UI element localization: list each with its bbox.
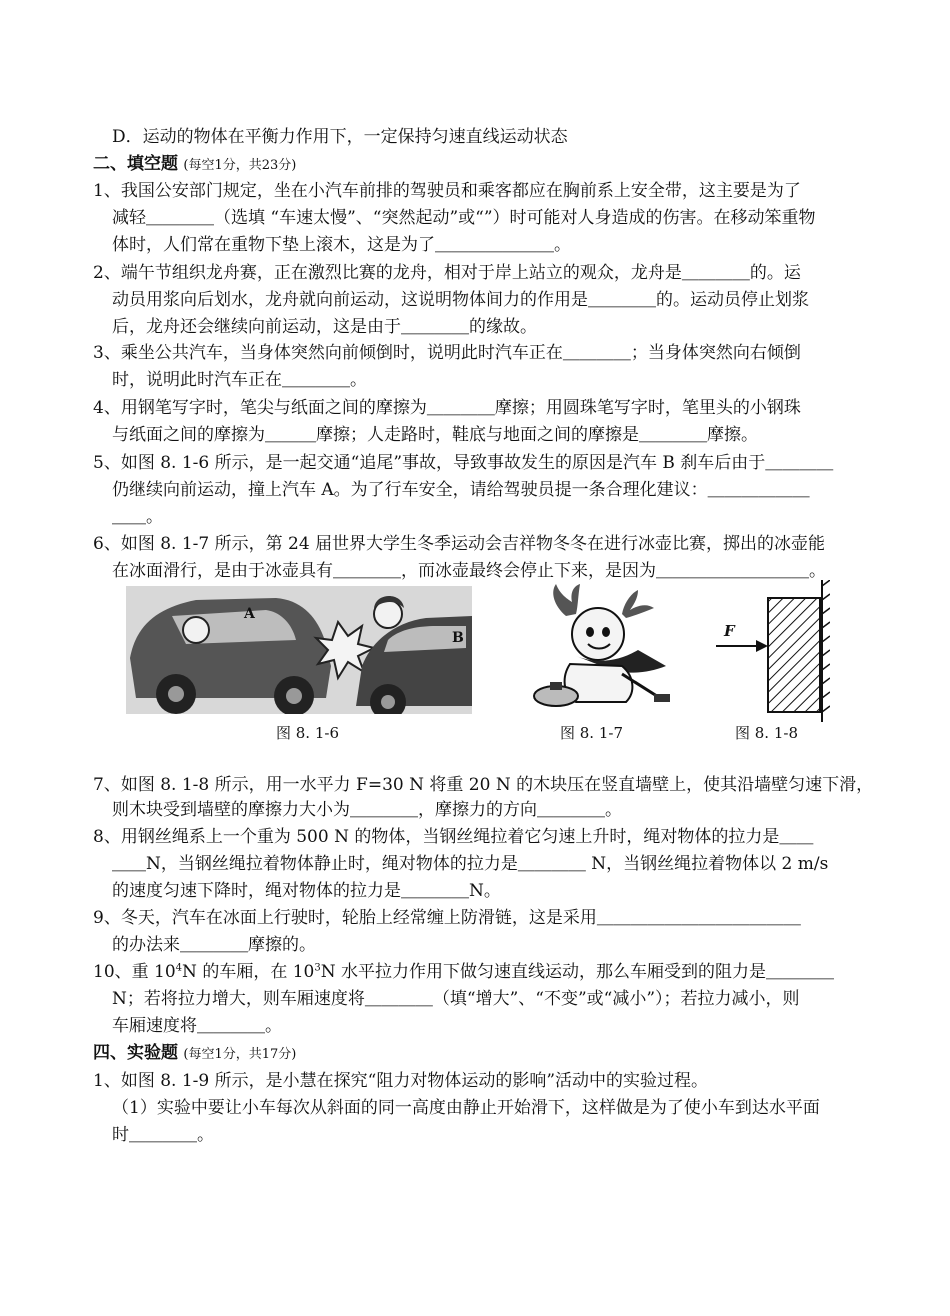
exp1-line-3: 时＿＿＿＿。	[112, 1125, 214, 1145]
option-d: D．运动的物体在平衡力作用下，一定保持匀速直线运动状态	[112, 127, 568, 147]
exp1-line-1: 1、如图 8. 1-9 所示，是小慧在探究“阻力对物体运动的影响”活动中的实验过程。	[93, 1071, 709, 1091]
figure-8-1-8-block-on-wall	[710, 580, 830, 722]
q5-line-3: ＿＿。	[112, 507, 163, 527]
q10-text-b: N 的车厢，在 10	[182, 962, 315, 982]
car-b-label: B	[452, 630, 464, 646]
q10-line-1	[93, 961, 834, 983]
q7-line-1: 7、如图 8. 1-8 所示，用一水平力 F=30 N 将重 20 N 的木块压在竖直墙壁上，使其沿墙壁匀速下滑，	[93, 775, 874, 795]
q10-text-c: N 水平拉力作用下做匀速直线运动，那么车厢受到的阻力是＿＿＿＿	[320, 962, 835, 982]
exp1-line-2: （1）实验中要让小车每次从斜面的同一高度由静止开始滑下，这样做是为了使小车到达水平面	[112, 1098, 820, 1118]
q2-line-3: 后，龙舟还会继续向前运动，这是由于＿＿＿＿的缘故。	[112, 317, 537, 337]
q2-line-1: 2、端午节组织龙舟赛，正在激烈比赛的龙舟，相对于岸上站立的观众，龙舟是＿＿＿＿的。运	[93, 263, 801, 283]
q10-exponent-2: 3	[314, 962, 321, 974]
q9-line-2: 的办法来＿＿＿＿摩擦的。	[112, 935, 316, 955]
figure-8-1-6-caption: 图 8. 1-6	[276, 724, 340, 742]
q3-line-1: 3、乘坐公共汽车，当身体突然向前倾倒时，说明此时汽车正在＿＿＿＿；当身体突然向右倾倒	[93, 343, 801, 363]
force-label: F	[724, 622, 735, 640]
q5-line-2: 仍继续向前运动，撞上汽车 A。为了行车安全，请给驾驶员提一条合理化建议：＿＿＿＿＿＿	[112, 480, 810, 500]
figure-8-1-7-caption: 图 8. 1-7	[560, 724, 624, 742]
q1-line-3: 体时，人们常在重物下垫上滚木，这是为了＿＿＿＿＿＿＿。	[112, 235, 571, 255]
q5-line-1: 5、如图 8. 1-6 所示，是一起交通“追尾”事故，导致事故发生的原因是汽车 B 刹车后由于＿＿＿＿	[93, 453, 834, 473]
section-4-note: (每空1分，共17分)	[183, 1047, 297, 1062]
q8-line-3: 的速度匀速下降时，绳对物体的拉力是＿＿＿＿N。	[112, 881, 501, 901]
q4-line-1: 4、用钢笔写字时，笔尖与纸面之间的摩擦为＿＿＿＿摩擦；用圆珠笔写字时，笔里头的小钢珠	[93, 398, 801, 418]
figure-8-1-6-collision	[126, 586, 472, 714]
q10-line-3: 车厢速度将＿＿＿＿。	[112, 1016, 282, 1036]
q10-text-a: 10、重 10	[93, 962, 176, 982]
q7-line-2: 则木块受到墙壁的摩擦力大小为＿＿＿＿，摩擦力的方向＿＿＿＿。	[112, 800, 622, 820]
q6-line-2: 在冰面滑行，是由于冰壶具有＿＿＿＿，而冰壶最终会停止下来，是因为＿＿＿＿＿＿＿＿＿。	[112, 561, 826, 581]
section-4-heading	[93, 1042, 296, 1066]
section-4-title: 四、实验题	[93, 1043, 178, 1063]
q3-line-2: 时，说明此时汽车正在＿＿＿＿。	[112, 370, 367, 390]
q10-line-2: N；若将拉力增大，则车厢速度将＿＿＿＿（填“增大”、“不变”或“减小”）；若拉力减小，则	[112, 989, 800, 1009]
section-2-title: 二、填空题	[93, 154, 178, 174]
q4-line-2: 与纸面之间的摩擦为＿＿＿摩擦；人走路时，鞋底与地面之间的摩擦是＿＿＿＿摩擦。	[112, 425, 758, 445]
q8-line-2: ＿＿N，当钢丝绳拉着物体静止时，绳对物体的拉力是＿＿＿＿ N，当钢丝绳拉着物体以 2 m/s	[112, 854, 829, 874]
section-2-note: (每空1分，共23分)	[183, 158, 297, 173]
q6-line-1: 6、如图 8. 1-7 所示，第 24 届世界大学生冬季运动会吉祥物冬冬在进行冰壶比赛，掷出的冰壶能	[93, 534, 826, 554]
q9-line-1: 9、冬天，汽车在冰面上行驶时，轮胎上经常缠上防滑链，这是采用＿＿＿＿＿＿＿＿＿＿＿＿	[93, 908, 801, 928]
q8-line-1: 8、用钢丝绳系上一个重为 500 N 的物体，当钢丝绳拉着它匀速上升时，绳对物体的拉力是＿＿	[93, 827, 814, 847]
figure-8-1-8-caption: 图 8. 1-8	[735, 724, 799, 742]
car-a-label: A	[244, 606, 255, 622]
q2-line-2: 动员用浆向后划水，龙舟就向前运动，这说明物体间力的作用是＿＿＿＿的。运动员停止划浆	[112, 290, 809, 310]
figure-8-1-7-mascot-curling	[526, 582, 676, 712]
q1-line-2: 减轻＿＿＿＿（选填 “车速太慢”、“突然起动”或“”）时可能对人身造成的伤害。在移动笨重物	[112, 208, 816, 228]
q1-line-1: 1、我国公安部门规定，坐在小汽车前排的驾驶员和乘客都应在胸前系上安全带，这主要是为了	[93, 181, 801, 201]
q10-exponent-1: 4	[175, 962, 183, 974]
section-2-heading	[93, 153, 296, 177]
